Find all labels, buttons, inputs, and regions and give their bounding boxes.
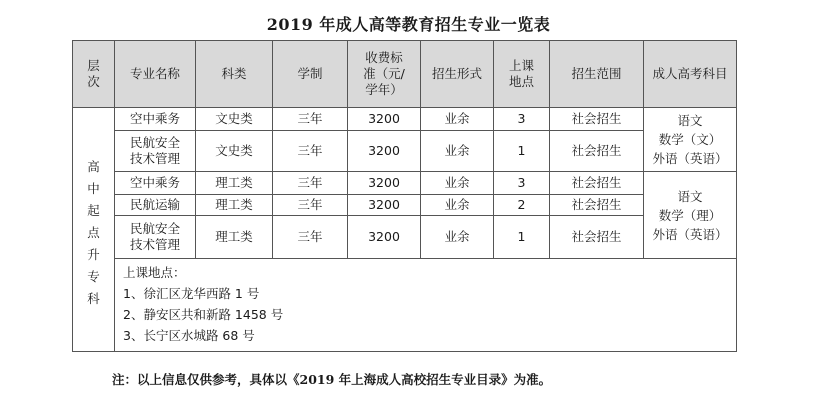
category-cell: 理工类 [196,172,273,195]
header-row [73,41,737,108]
header-fee: 收费标 准（元/ 学年） [348,41,421,108]
notes-row [73,259,737,352]
fee-cell: 3200 [348,216,421,259]
subjects-arts-cell: 语文 数学（文） 外语（英语） [644,108,737,172]
locations-note-heading: 上课地点： [123,265,186,280]
location-cell: 3 [494,108,550,131]
duration-cell: 三年 [273,108,348,131]
scope-cell: 社会招生 [550,195,644,216]
duration-cell: 三年 [273,216,348,259]
duration-cell: 三年 [273,172,348,195]
form-cell: 业余 [421,216,494,259]
location-cell: 1 [494,131,550,172]
table-row [73,216,737,259]
location-cell: 2 [494,195,550,216]
fee-cell: 3200 [348,195,421,216]
scope-cell: 社会招生 [550,108,644,131]
form-cell: 业余 [421,172,494,195]
table-row [73,131,737,172]
subjects-science-cell: 语文 数学（理） 外语（英语） [644,172,737,259]
header-location: 上课 地点 [494,41,550,108]
table-row [73,172,737,195]
category-cell: 文史类 [196,131,273,172]
location-cell: 1 [494,216,550,259]
header-scope: 招生范围 [550,41,644,108]
major-cell: 民航安全 技术管理 [115,131,196,172]
table-row [73,195,737,216]
category-cell: 理工类 [196,216,273,259]
header-duration: 学制 [273,41,348,108]
page-title: 2019 年成人高等教育招生专业一览表 [266,15,551,34]
location-cell: 3 [494,172,550,195]
form-cell: 业余 [421,131,494,172]
form-cell: 业余 [421,108,494,131]
category-cell: 理工类 [196,195,273,216]
duration-cell: 三年 [273,195,348,216]
header-subjects: 成人高考科目 [644,41,737,108]
fee-cell: 3200 [348,108,421,131]
majors-table [72,40,737,352]
location-item: 2、静安区共和新路 1458 号 [123,307,284,322]
location-item: 3、长宁区水城路 68 号 [123,328,255,343]
fee-cell: 3200 [348,172,421,195]
major-cell: 空中乘务 [115,108,196,131]
major-cell: 民航安全 技术管理 [115,216,196,259]
level-cell: 高 中 起 点 升 专 科 [73,108,115,352]
location-item: 1、徐汇区龙华西路 1 号 [123,286,260,301]
form-cell: 业余 [421,195,494,216]
scope-cell: 社会招生 [550,131,644,172]
header-category: 科类 [196,41,273,108]
header-level: 层 次 [73,41,115,108]
major-cell: 民航运输 [115,195,196,216]
table-row [73,108,737,131]
major-cell: 空中乘务 [115,172,196,195]
footnote: 注：以上信息仅供参考，具体以《2019 年上海成人高校招生专业目录》为准。 [112,372,552,387]
category-cell: 文史类 [196,108,273,131]
fee-cell: 3200 [348,131,421,172]
duration-cell: 三年 [273,131,348,172]
scope-cell: 社会招生 [550,216,644,259]
scope-cell: 社会招生 [550,172,644,195]
header-form: 招生形式 [421,41,494,108]
locations-note [115,259,737,352]
header-major: 专业名称 [115,41,196,108]
